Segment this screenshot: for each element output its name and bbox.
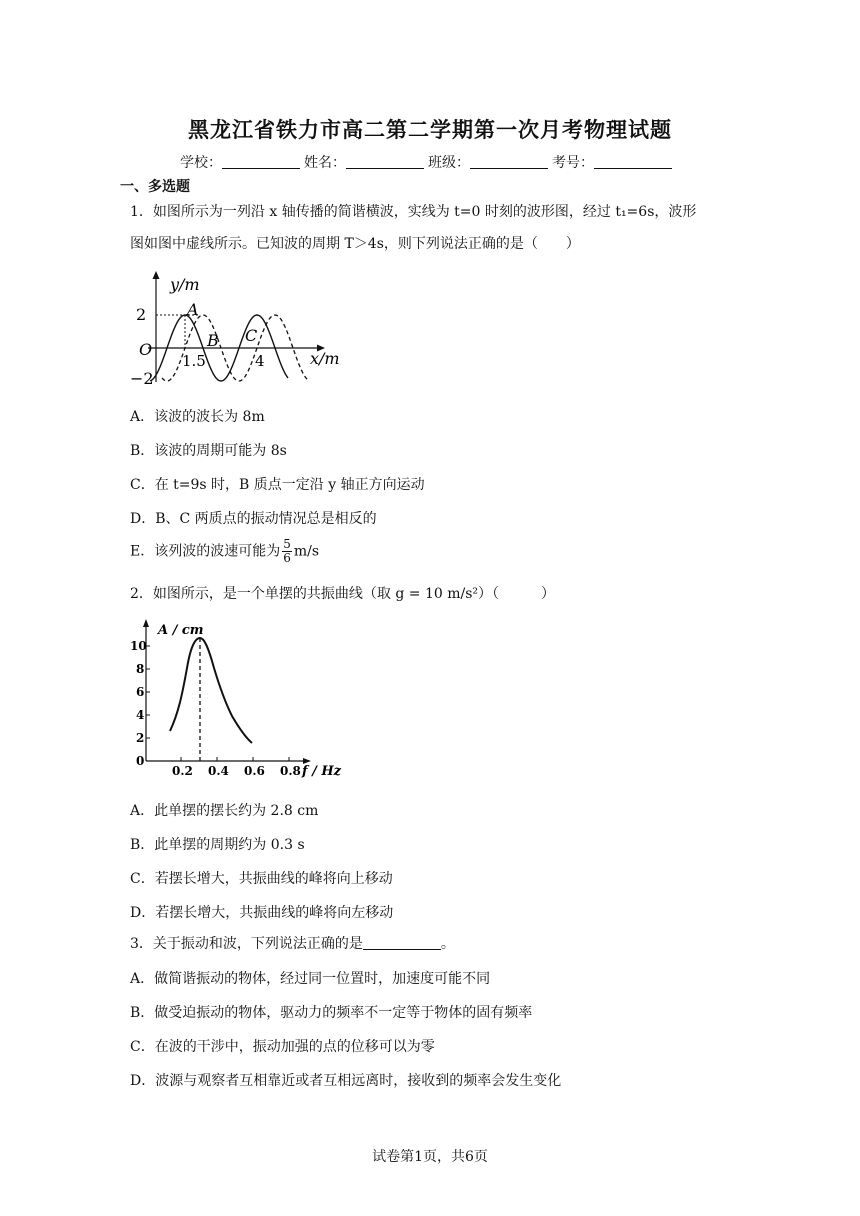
section-title: 一、多选题	[120, 179, 190, 195]
school-blank	[222, 154, 300, 169]
res-y-tick-8: 8	[136, 662, 145, 676]
wave-y-arrow	[153, 271, 160, 279]
class-blank	[470, 154, 548, 169]
wave-y-label: y/m	[170, 275, 200, 294]
res-x-tick-0-4: 0.4	[208, 764, 229, 778]
res-y-ticks	[146, 646, 150, 738]
q1-option-a: A．该波的波长为 8m	[130, 409, 265, 425]
question-2-line-1: 2．如图所示，是一个单摆的共振曲线（取 g = 10 m/s²）（ ）	[130, 586, 556, 602]
question-3-line-1	[130, 934, 455, 954]
res-origin-label: 0	[136, 754, 145, 768]
q2-option-b: B．此单摆的周期约为 0.3 s	[130, 837, 305, 853]
res-x-tick-0-8: 0.8	[280, 764, 301, 778]
page-title: 黑龙江省铁力市高二第二学期第一次月考物理试题	[188, 117, 672, 142]
exam-no-blank	[594, 154, 672, 169]
q3-option-c: C．在波的干涉中，振动加强的点的位移可以为零	[130, 1039, 435, 1055]
name-label: 姓名：	[304, 155, 346, 171]
res-y-tick-2: 2	[136, 731, 145, 745]
fraction-denominator: 6	[283, 551, 291, 565]
school-label: 学校：	[180, 155, 222, 171]
wave-point-c: C	[245, 326, 258, 345]
wave-figure	[128, 268, 358, 390]
q2-option-c: C．若摆长增大，共振曲线的峰将向上移动	[130, 871, 393, 887]
q2-option-d: D．若摆长增大，共振曲线的峰将向左移动	[130, 905, 394, 921]
wave-x-tick-2: 4	[255, 352, 265, 370]
wave-y-top-label: 2	[136, 305, 147, 324]
q1-option-e-fraction	[282, 538, 292, 565]
wave-origin-label: O	[139, 340, 153, 359]
question-1-line-1: 1．如图所示为一列沿 x 轴传播的简谐横波，实线为 t=0 时刻的波形图，经过 t₁=6s，波形	[130, 204, 697, 220]
wave-point-a: A	[187, 300, 199, 319]
wave-y-bottom-label: −2	[130, 369, 154, 388]
answer-blank	[363, 935, 441, 950]
res-x-label: f / Hz	[302, 764, 342, 779]
q1-option-e-prefix: E．该列波的波速可能为	[130, 543, 281, 560]
page-footer: 试卷第1页，共6页	[372, 1149, 488, 1165]
res-y-arrow	[143, 619, 149, 627]
question-3-end: 。	[440, 936, 455, 952]
q1-option-e	[130, 538, 319, 565]
q3-option-d: D．波源与观察者互相靠近或者互相远离时，接收到的频率会发生变化	[130, 1073, 562, 1089]
question-3-text: 3．关于振动和波，下列说法正确的是	[130, 936, 363, 952]
res-x-tick-0-2: 0.2	[172, 764, 193, 778]
resonance-figure	[126, 618, 344, 780]
q1-option-b: B．该波的周期可能为 8s	[130, 443, 287, 459]
q1-option-d: D．B、C 两质点的振动情况总是相反的	[130, 511, 377, 527]
name-blank	[346, 154, 424, 169]
exam-no-label: 考号：	[552, 155, 594, 171]
res-y-tick-6: 6	[136, 685, 145, 699]
q3-option-a: A．做简谐振动的物体，经过同一位置时，加速度可能不同	[130, 971, 491, 987]
fraction-numerator: 5	[283, 537, 291, 551]
q3-option-b: B．做受迫振动的物体，驱动力的频率不一定等于物体的固有频率	[130, 1005, 533, 1021]
res-y-label: A / cm	[158, 623, 204, 638]
class-label: 班级：	[428, 155, 470, 171]
res-y-tick-10: 10	[130, 639, 147, 653]
q2-option-a: A．此单摆的摆长约为 2.8 cm	[130, 803, 319, 819]
resonance-curve	[170, 638, 252, 743]
question-1-line-2: 图如图中虚线所示。已知波的周期 T＞4s，则下列说法正确的是（ ）	[130, 236, 580, 252]
q1-option-c: C．在 t=9s 时，B 质点一定沿 y 轴正方向运动	[130, 477, 425, 493]
wave-x-label: x/m	[310, 349, 340, 368]
q1-option-e-unit: m/s	[293, 543, 320, 560]
res-x-tick-0-6: 0.6	[244, 764, 265, 778]
wave-point-b: B	[207, 331, 219, 350]
res-y-tick-4: 4	[136, 708, 145, 722]
wave-x-tick-1: 1.5	[182, 352, 206, 370]
student-info-row	[180, 152, 676, 172]
